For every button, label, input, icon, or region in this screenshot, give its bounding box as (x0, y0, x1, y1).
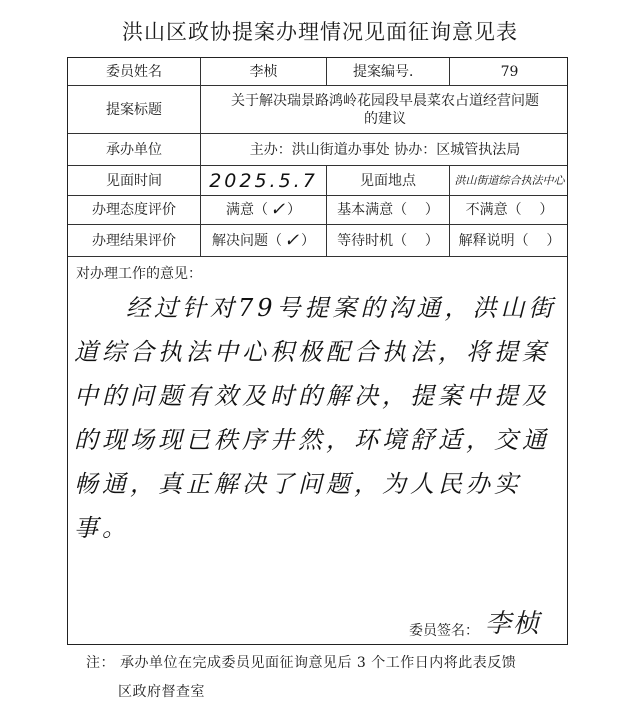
meeting-place-value: 洪山街道综合执法中心 (454, 173, 565, 187)
meeting-place-label: 见面地点 (327, 166, 450, 195)
attitude-unsatisfied-option[interactable]: 不满意（ ） (465, 202, 554, 218)
proposal-number-value: 79 (500, 63, 519, 80)
row-handling-unit (68, 134, 567, 166)
signature-name: 李桢 (484, 609, 541, 639)
member-name-value: 李桢 (201, 58, 327, 85)
proposal-title-value: 关于解决瑞景路鸿岭花园段早晨菜农占道经营问题的建议 (231, 92, 539, 127)
footer-note: 注： 承办单位在完成委员见面征询意见后 3 个工作日内将此表反馈 (86, 655, 517, 671)
result-label: 办理结果评价 (68, 225, 201, 256)
row-member (68, 58, 567, 86)
signature-area (409, 603, 541, 640)
check-mark-icon: ✓ (269, 199, 286, 220)
signature-label: 委员签名： (408, 623, 479, 639)
proposal-title-label: 提案标题 (68, 86, 201, 133)
result-solved-option[interactable] (201, 225, 327, 256)
result-solved-close: ） (301, 232, 316, 249)
row-proposal-title (68, 86, 567, 134)
form-title: 洪山区政协提案办理情况见面征询意见表 (122, 20, 518, 44)
footer-note-department: 区政府督查室 (118, 684, 205, 700)
proposal-number-label: 提案编号． (327, 58, 450, 85)
opinion-text: 经过针对79号提案的沟通，洪山街道综合执法中心积极配合执法，将提案中的问题有效及时的解决，提案中提及的现场现已秩序井然，环境舒适，交通畅通，真正解决了问题，为人民办实事。 (74, 294, 557, 542)
opinion-label: 对办理工作的意见： (76, 266, 202, 282)
handling-unit-label: 承办单位 (68, 134, 201, 165)
check-mark-icon: ✓ (283, 229, 300, 251)
meeting-date-value: 2025.5.7 (201, 166, 327, 195)
attitude-basic-option[interactable]: 基本满意（ ） (327, 196, 450, 224)
attitude-satisfied-text: 满意（ (225, 202, 268, 218)
handling-unit-value: 主办：洪山街道办事处 协办：区城管执法局 (249, 141, 521, 158)
opinion-form (67, 57, 568, 645)
result-waiting-option[interactable]: 等待时机（ ） (327, 225, 450, 256)
attitude-satisfied-option[interactable] (201, 196, 327, 224)
meeting-time-label: 见面时间 (68, 166, 201, 195)
row-meeting (68, 166, 567, 196)
attitude-satisfied-close: ） (287, 202, 302, 218)
result-explain-option[interactable]: 解释说明（ ） (458, 232, 561, 249)
result-solved-text: 解决问题（ (211, 232, 282, 249)
attitude-label: 办理态度评价 (68, 196, 201, 224)
member-name-label: 委员姓名 (68, 58, 201, 85)
row-attitude (68, 196, 567, 225)
row-result (68, 225, 567, 257)
